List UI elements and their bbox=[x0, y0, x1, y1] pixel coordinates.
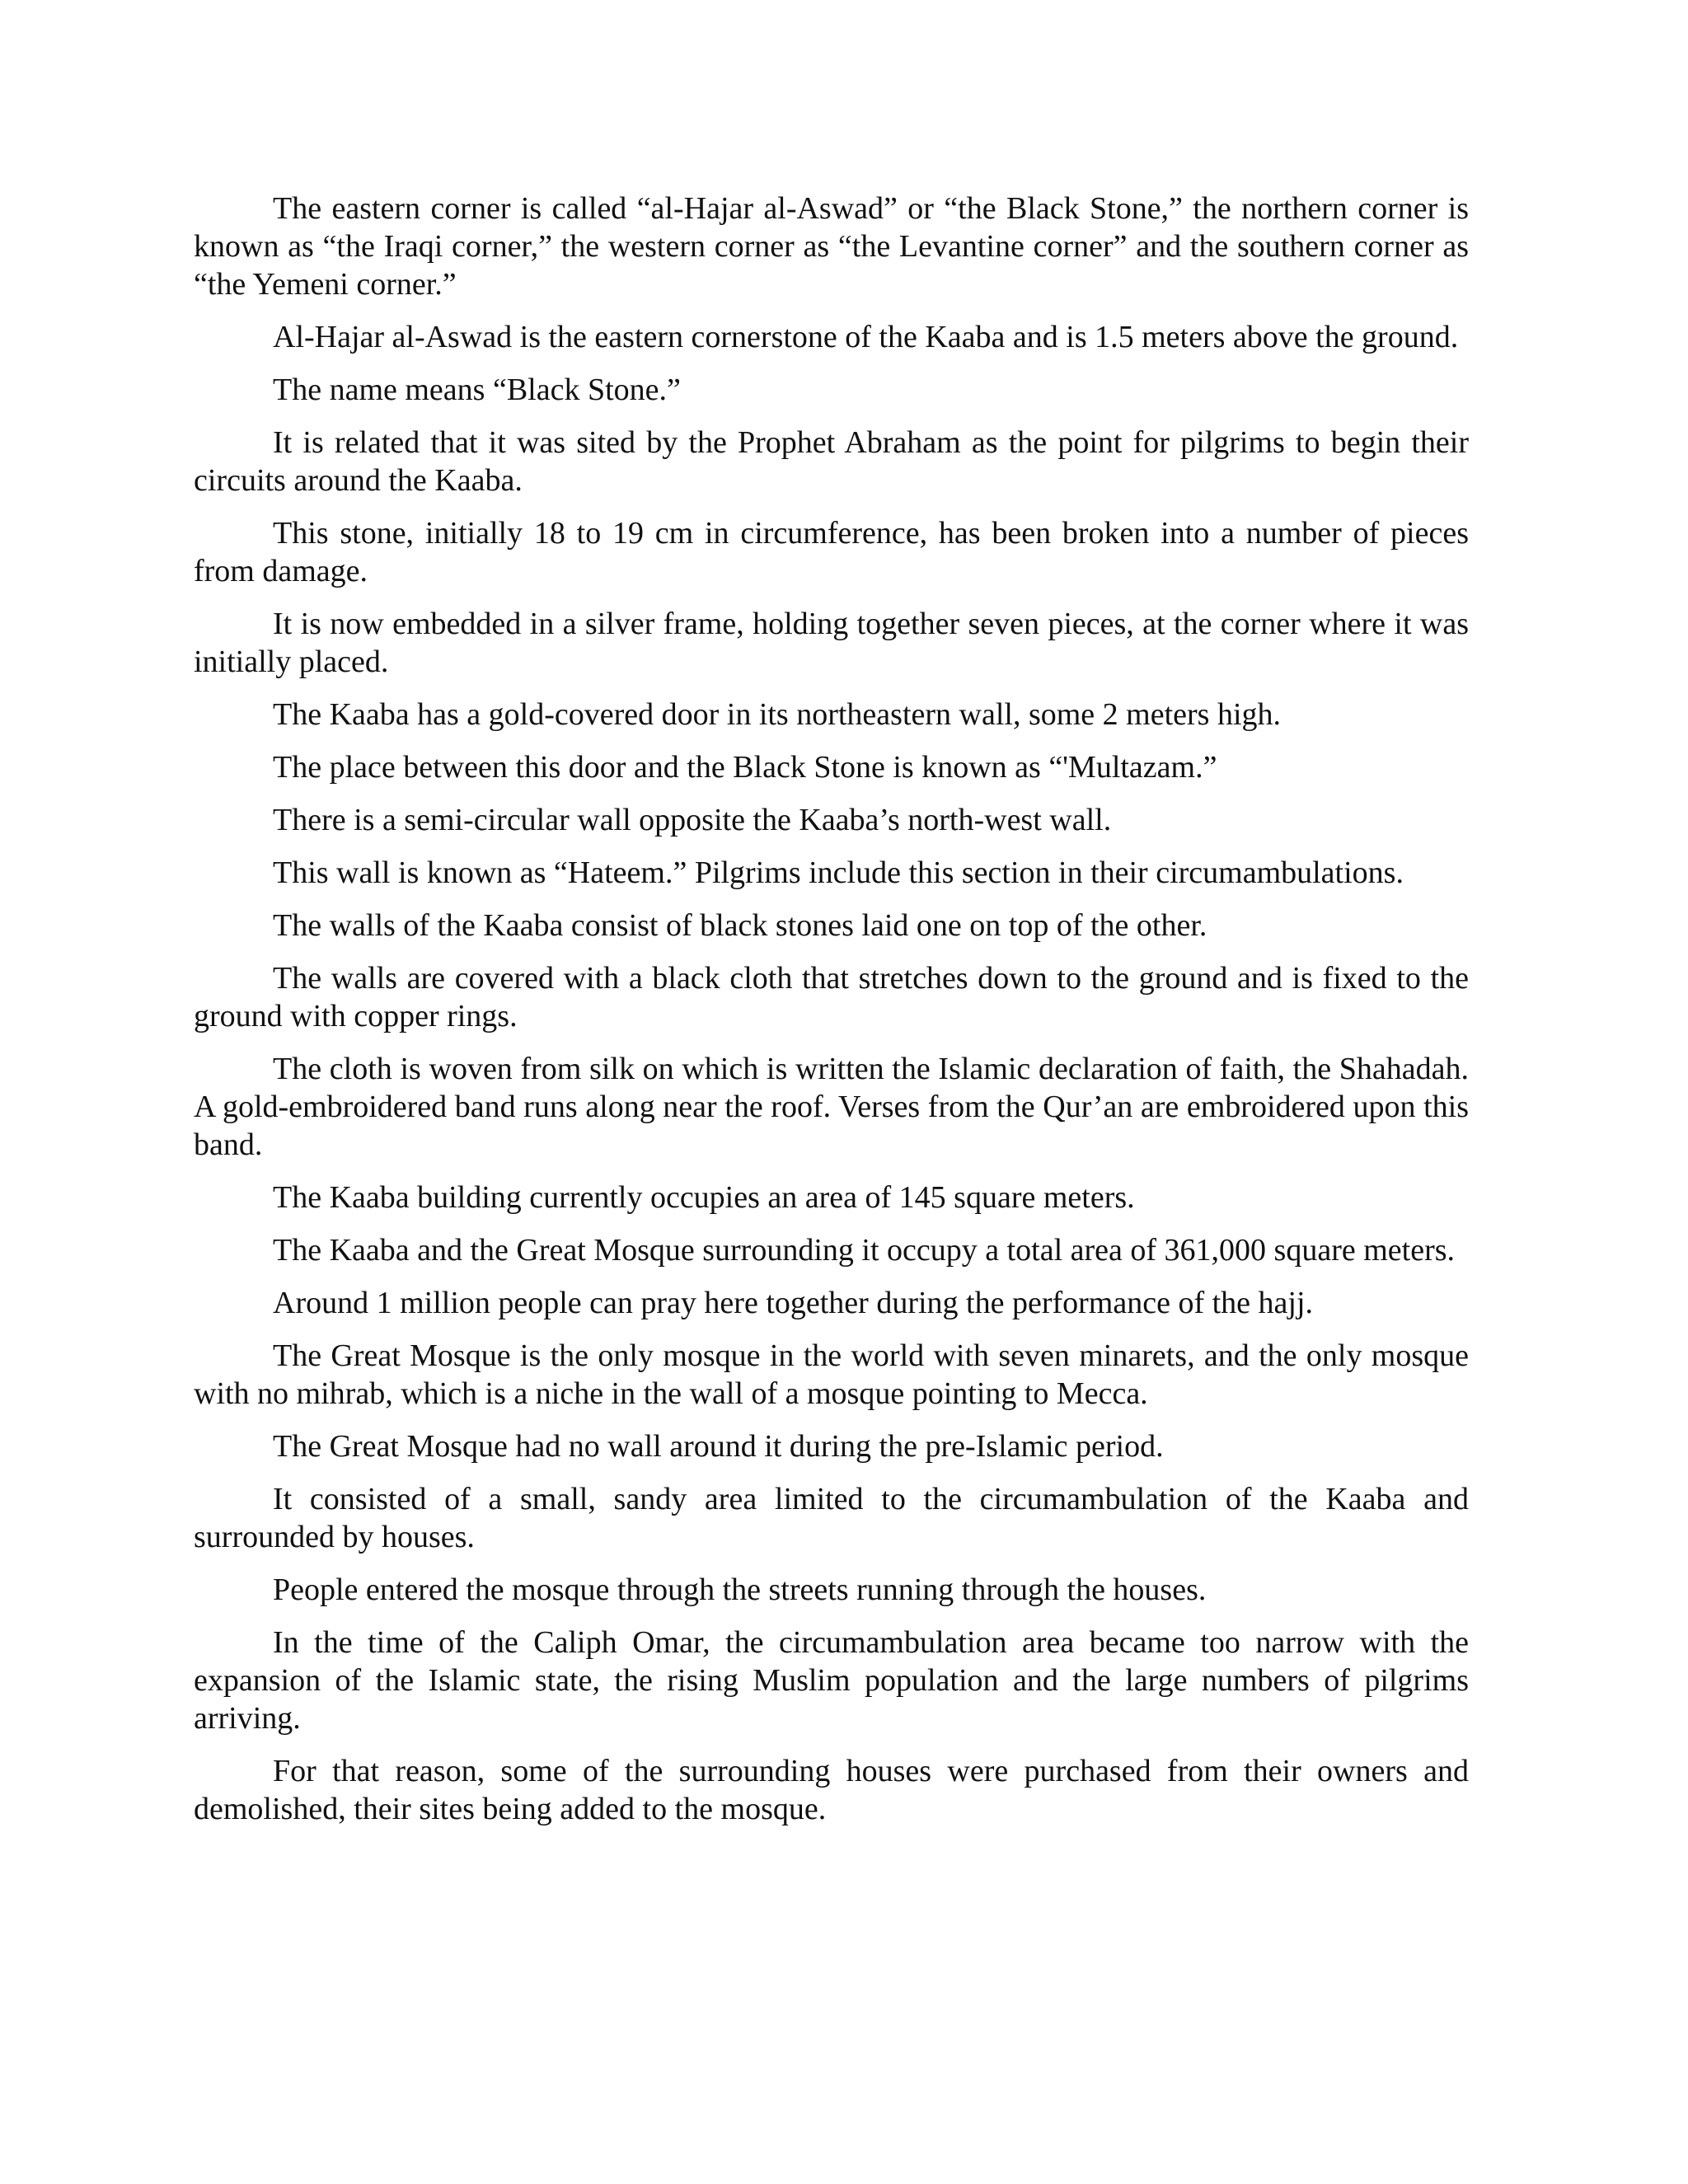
paragraph: In the time of the Caliph Omar, the circumambulation area became too narrow with the expansion of the Islamic state, the rising Muslim population and the large numbers of pilgrims arriving. bbox=[194, 1625, 1469, 1736]
paragraph: The walls are covered with a black cloth that stretches down to the ground and is fixed to the ground with copper rings. bbox=[194, 961, 1469, 1033]
paragraph: It is related that it was sited by the Prophet Abraham as the point for pilgrims to begin their circuits around the Kaaba. bbox=[194, 425, 1469, 498]
paragraph: For that reason, some of the surrounding houses were purchased from their owners and demolished, their sites being added to the mosque. bbox=[194, 1754, 1469, 1826]
body-text bbox=[194, 190, 1469, 1843]
paragraph: The Kaaba has a gold-covered door in its northeastern wall, some 2 meters high. bbox=[273, 697, 1282, 732]
paragraph: The Kaaba building currently occupies an area of 145 square meters. bbox=[273, 1180, 1135, 1215]
paragraph: The place between this door and the Black Stone is known as “'Multazam.” bbox=[273, 750, 1217, 785]
paragraph: The Great Mosque had no wall around it during the pre-Islamic period. bbox=[273, 1429, 1164, 1464]
paragraph: The Kaaba and the Great Mosque surrounding it occupy a total area of 361,000 square meters. bbox=[273, 1233, 1456, 1268]
paragraph: Around 1 million people can pray here together during the performance of the hajj. bbox=[273, 1286, 1313, 1320]
paragraph: This wall is known as “Hateem.” Pilgrims include this section in their circumambulations. bbox=[273, 855, 1404, 890]
paragraph: People entered the mosque through the streets running through the houses. bbox=[273, 1572, 1207, 1607]
paragraph: The name means “Black Stone.” bbox=[273, 373, 681, 407]
paragraph: It consisted of a small, sandy area limited to the circumambulation of the Kaaba and surrounded by houses. bbox=[194, 1482, 1469, 1554]
paragraph: The cloth is woven from silk on which is written the Islamic declaration of faith, the Shahadah. A gold-embroidered band runs along near the roof. Verses from the Qur’an are embroidered upon this band. bbox=[194, 1052, 1469, 1162]
paragraph: The walls of the Kaaba consist of black stones laid one on top of the other. bbox=[273, 908, 1207, 943]
paragraph: This stone, initially 18 to 19 cm in circumference, has been broken into a number of pieces from damage. bbox=[194, 516, 1469, 588]
paragraph: It is now embedded in a silver frame, holding together seven pieces, at the corner where it was initially placed. bbox=[194, 607, 1469, 679]
paragraph: Al-Hajar al-Aswad is the eastern cornerstone of the Kaaba and is 1.5 meters above the ground. bbox=[273, 320, 1459, 354]
paragraph: The eastern corner is called “al-Hajar al-Aswad” or “the Black Stone,” the northern corner is known as “the Iraqi corner,” the western corner as “the Levantine corner” and the southern corner as “the Yemeni corner.” bbox=[194, 191, 1469, 302]
paragraph: There is a semi-circular wall opposite the Kaaba’s north-west wall. bbox=[273, 803, 1112, 837]
paragraph: The Great Mosque is the only mosque in the world with seven minarets, and the only mosque with no mihrab, which is a niche in the wall of a mosque pointing to Mecca. bbox=[194, 1338, 1469, 1411]
